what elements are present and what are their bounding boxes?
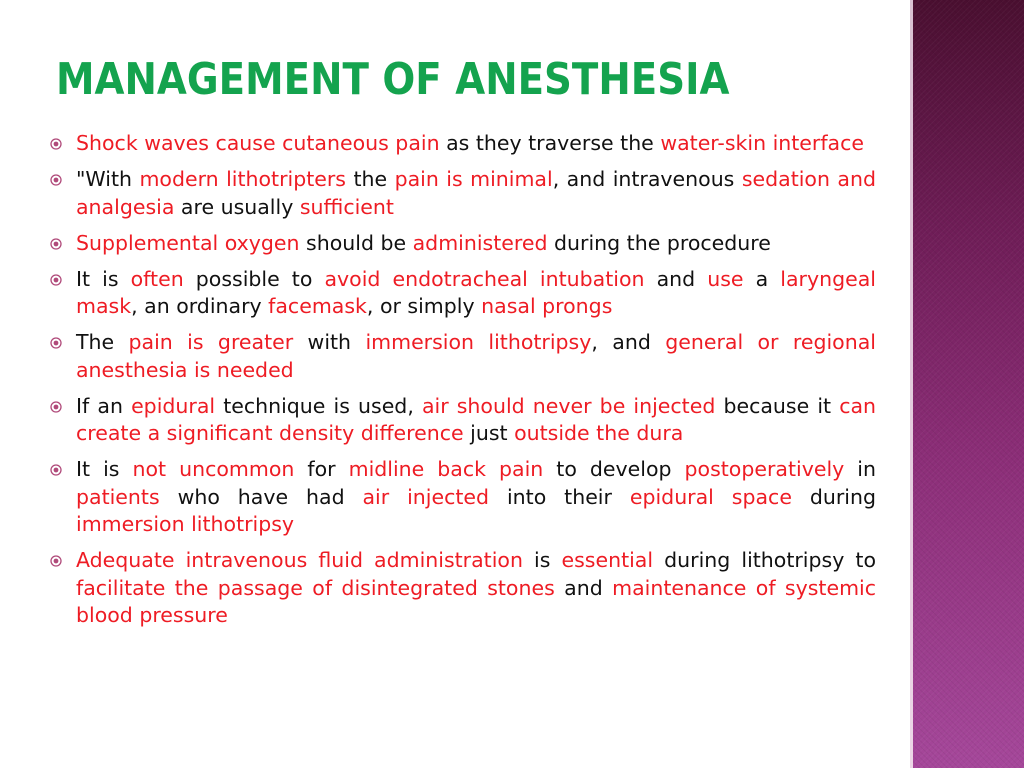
- body-text: , or simply: [366, 294, 482, 318]
- highlighted-text: often: [130, 266, 184, 291]
- bullet-item: [46, 547, 876, 630]
- highlighted-text: laryngeal mask: [76, 266, 876, 318]
- circle-dot-bullet-icon: [50, 238, 62, 250]
- bullet-inner-dot: [54, 142, 59, 147]
- bullet-inner-dot: [54, 241, 59, 246]
- body-text: during: [791, 484, 876, 509]
- circle-dot-bullet-icon: [50, 174, 62, 186]
- body-text: to develop: [543, 457, 685, 481]
- circle-dot-bullet-icon: [50, 274, 62, 286]
- body-text: for: [294, 457, 349, 481]
- bullet-item: [46, 130, 876, 158]
- body-text: , and intravenous: [552, 167, 742, 191]
- highlighted-text: outside the dura: [514, 421, 684, 445]
- body-text: It is: [76, 266, 131, 291]
- circle-dot-bullet-icon: [50, 138, 62, 150]
- bullet-inner-dot: [54, 559, 59, 564]
- bullet-inner-dot: [54, 404, 59, 409]
- body-text: and: [554, 575, 613, 600]
- highlighted-text: Supplemental oxygen: [76, 230, 300, 255]
- decorative-side-bar: [913, 0, 1024, 768]
- circle-dot-bullet-icon: [50, 337, 62, 349]
- bullet-list: [46, 130, 876, 638]
- body-text: during lithotripsy to: [653, 548, 876, 572]
- highlighted-text: general or regional anesthesia is needed: [76, 330, 876, 382]
- circle-dot-bullet-icon: [50, 401, 62, 413]
- body-text: technique is used,: [215, 393, 422, 418]
- circle-dot-bullet-icon: [50, 464, 62, 476]
- body-text: The: [76, 330, 129, 354]
- highlighted-text: not uncommon: [132, 457, 295, 481]
- body-text: are usually: [174, 194, 300, 219]
- highlighted-text: administered: [412, 230, 548, 255]
- highlighted-text: epidural: [131, 393, 216, 418]
- body-text: into their: [489, 484, 630, 509]
- highlighted-text: pain is greater: [128, 330, 294, 354]
- highlighted-text: water-skin interface: [660, 131, 865, 155]
- highlighted-text: immersion lithotripsy: [76, 512, 295, 536]
- highlighted-text: modern lithotripters: [139, 167, 346, 191]
- highlighted-text: Shock waves cause cutaneous pain: [76, 131, 440, 155]
- body-text: and: [644, 266, 708, 291]
- bullet-inner-dot: [54, 341, 59, 346]
- highlighted-text: use: [707, 266, 744, 291]
- body-text: is: [522, 548, 562, 572]
- highlighted-text: sufficient: [299, 194, 394, 219]
- body-text: in: [844, 457, 876, 481]
- body-text: It is: [76, 457, 133, 481]
- slide-title: MANAGEMENT OF ANESTHESIA: [56, 54, 730, 105]
- bullet-inner-dot: [54, 178, 59, 183]
- highlighted-text: avoid endotracheal intubation: [324, 266, 645, 291]
- highlighted-text: nasal prongs: [481, 294, 613, 318]
- bullet-item: [46, 456, 876, 539]
- body-text: possible to: [183, 266, 325, 291]
- body-text: as they traverse the: [439, 131, 661, 155]
- body-text: with: [293, 330, 366, 354]
- body-text: just: [463, 421, 515, 445]
- highlighted-text: air should never be injected: [421, 393, 716, 418]
- highlighted-text: facemask: [268, 294, 367, 318]
- bullet-inner-dot: [54, 277, 59, 282]
- highlighted-text: facilitate the passage of disintegrated stones: [76, 575, 555, 600]
- highlighted-text: sedation and analgesia: [76, 167, 876, 219]
- bullet-item: [46, 329, 876, 384]
- highlighted-text: maintenance of systemic blood pressure: [76, 575, 877, 627]
- body-text: If an: [76, 393, 132, 418]
- highlighted-text: patients: [76, 484, 160, 509]
- highlighted-text: Adequate intravenous fluid administration: [76, 548, 523, 572]
- bullet-item: [46, 230, 876, 258]
- body-text: , and: [591, 330, 666, 354]
- body-text: should be: [299, 230, 413, 255]
- highlighted-text: can create a significant density difference: [76, 393, 877, 445]
- highlighted-text: immersion lithotripsy: [365, 330, 592, 354]
- highlighted-text: midline back pain: [348, 457, 544, 481]
- highlighted-text: pain is minimal: [394, 167, 553, 191]
- body-text: , an ordinary: [131, 294, 269, 318]
- bullet-item: [46, 393, 876, 448]
- body-text: who have had: [159, 484, 363, 509]
- body-text: the: [346, 167, 395, 191]
- body-text: during the procedure: [547, 230, 771, 255]
- body-text: "With: [76, 167, 140, 191]
- highlighted-text: epidural space: [629, 484, 792, 509]
- circle-dot-bullet-icon: [50, 555, 62, 567]
- highlighted-text: postoperatively: [684, 457, 845, 481]
- highlighted-text: air injected: [362, 484, 490, 509]
- bullet-item: [46, 266, 876, 321]
- highlighted-text: essential: [561, 548, 654, 572]
- bullet-item: [46, 166, 876, 221]
- body-text: a: [743, 266, 781, 291]
- body-text: because it: [715, 393, 840, 418]
- bullet-inner-dot: [54, 468, 59, 473]
